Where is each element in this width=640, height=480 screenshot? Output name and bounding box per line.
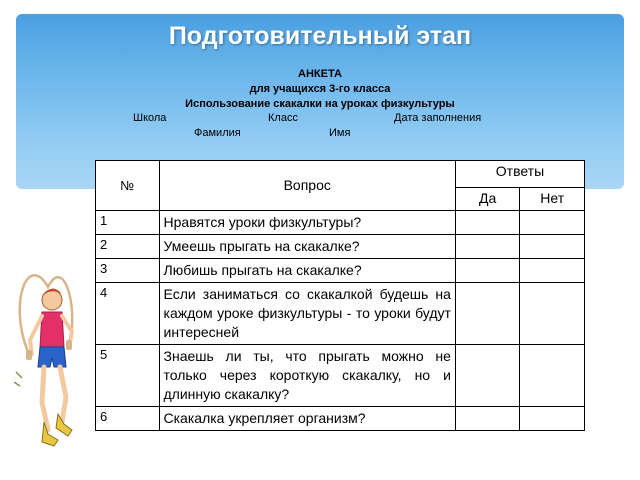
- survey-audience: для учащихся 3-го класса: [249, 83, 391, 95]
- answer-no-cell[interactable]: [520, 235, 585, 259]
- table-row: [96, 407, 585, 431]
- answer-yes-cell[interactable]: [455, 345, 520, 407]
- field-school-label: Школа: [133, 112, 167, 124]
- table-row: [96, 211, 585, 235]
- row-number: 6: [96, 407, 160, 431]
- survey-table: [95, 160, 585, 431]
- answer-yes-cell[interactable]: [455, 235, 520, 259]
- answer-yes-cell[interactable]: [455, 407, 520, 431]
- table-row: [96, 259, 585, 283]
- row-question: Умеешь прыгать на скакалке?: [159, 235, 455, 259]
- answer-yes-cell[interactable]: [455, 259, 520, 283]
- survey-topic: Использование скакалки на уроках физкультуры: [185, 98, 455, 110]
- answer-no-cell[interactable]: [520, 259, 585, 283]
- table-row: [96, 283, 585, 345]
- row-question: Знаешь ли ты, что прыгать можно не только через короткую скакалку, но и длинную скакалку?: [159, 345, 455, 407]
- answer-no-cell[interactable]: [520, 211, 585, 235]
- table-row: [96, 345, 585, 407]
- row-number: 3: [96, 259, 160, 283]
- slide-title: Подготовительный этап: [168, 22, 472, 50]
- row-number: 1: [96, 211, 160, 235]
- row-number: 5: [96, 345, 160, 407]
- jump-rope-kid-illustration: [8, 262, 88, 462]
- answer-no-cell[interactable]: [520, 407, 585, 431]
- header-row: [96, 161, 585, 188]
- header-answers: Ответы: [455, 161, 584, 188]
- header-no: Нет: [520, 188, 585, 211]
- row-question: Если заниматься со скакалкой будешь на каждом уроке физкультуры - то уроки будут интересней: [159, 283, 455, 345]
- survey-heading: АНКЕТА: [298, 68, 342, 80]
- answer-yes-cell[interactable]: [455, 283, 520, 345]
- field-date-label: Дата заполнения: [394, 112, 482, 124]
- table-row: [96, 235, 585, 259]
- answer-no-cell[interactable]: [520, 283, 585, 345]
- answer-no-cell[interactable]: [520, 345, 585, 407]
- row-question: Скакалка укрепляет организм?: [159, 407, 455, 431]
- field-class-label: Класс: [268, 112, 298, 124]
- field-surname-label: Фамилия: [194, 127, 241, 139]
- header-yes: Да: [455, 188, 520, 211]
- row-number: 4: [96, 283, 160, 345]
- row-question: Любишь прыгать на скакалке?: [159, 259, 455, 283]
- row-question: Нравятся уроки физкультуры?: [159, 211, 455, 235]
- header-number: №: [96, 161, 160, 211]
- header-question: Вопрос: [159, 161, 455, 211]
- answer-yes-cell[interactable]: [455, 211, 520, 235]
- field-name-label: Имя: [329, 127, 351, 139]
- row-number: 2: [96, 235, 160, 259]
